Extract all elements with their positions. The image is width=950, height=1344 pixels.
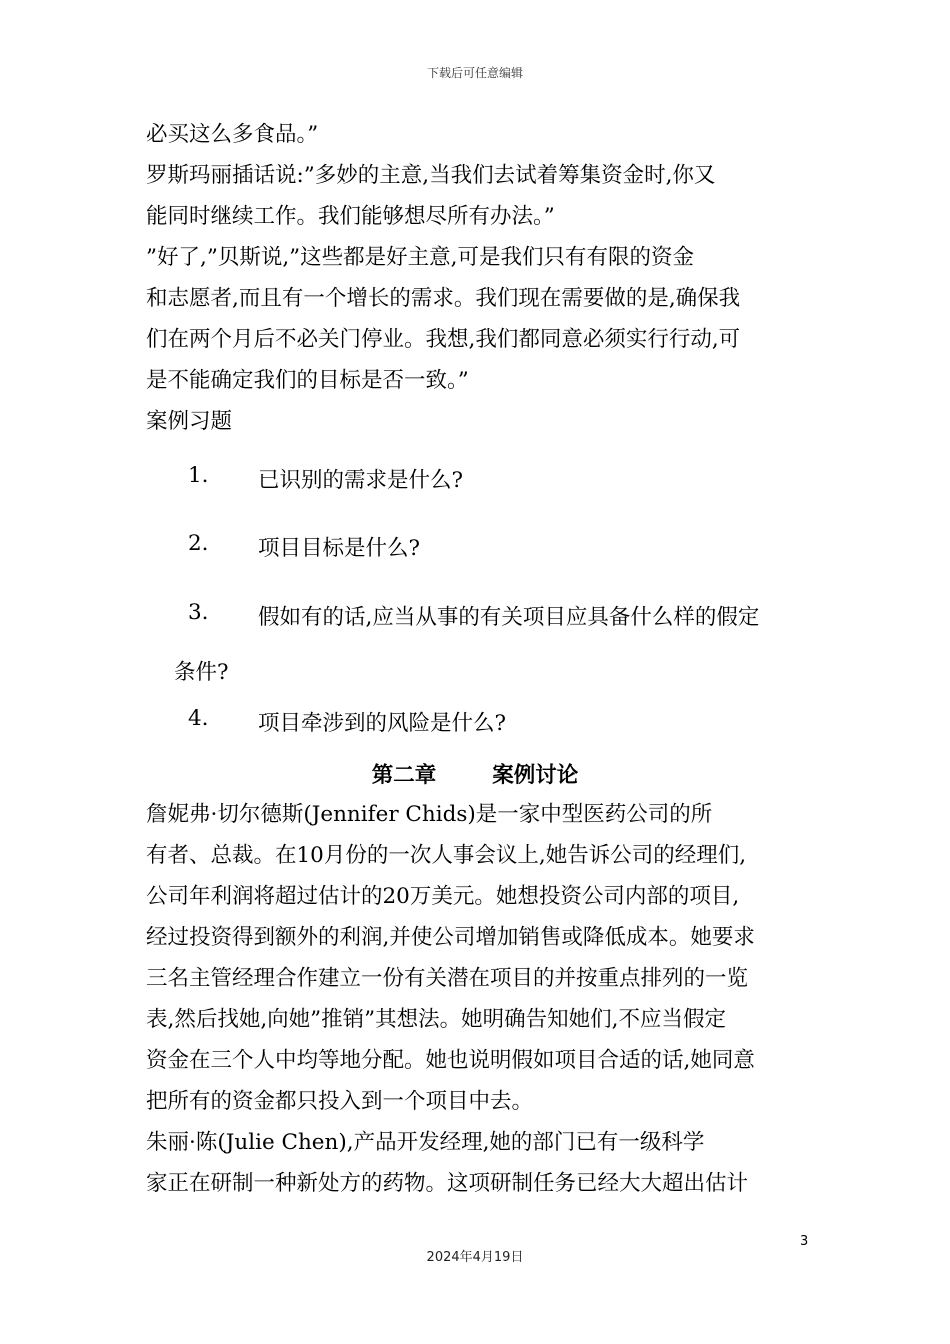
paragraph-line: 公司年利润将超过估计的20万美元。她想投资公司内部的项目, <box>146 884 740 909</box>
exercise-heading: 案例习题 <box>146 409 233 434</box>
question-text: 项目目标是什么? <box>258 536 421 561</box>
paragraph-line: 家正在研制一种新处方的药物。这项研制任务已经大大超出估计 <box>146 1171 749 1196</box>
chapter-heading <box>0 758 950 789</box>
question-text: 假如有的话,应当从事的有关项目应具备什么样的假定 <box>258 605 760 630</box>
question-number: 3. <box>188 600 209 625</box>
paragraph-line: 罗斯玛丽插话说:”多妙的主意,当我们去试着筹集资金时,你又 <box>146 163 716 188</box>
question-text-continued: 条件? <box>174 660 229 685</box>
question-text: 已识别的需求是什么? <box>258 468 464 493</box>
question-text: 项目牵涉到的风险是什么? <box>258 711 507 736</box>
paragraph-line: 是不能确定我们的目标是否一致。” <box>146 368 469 393</box>
paragraph-line: 和志愿者,而且有一个增长的需求。我们现在需要做的是,确保我 <box>146 286 741 311</box>
question-number: 4. <box>188 706 209 731</box>
chapter-number: 第二章 <box>371 763 437 788</box>
paragraph-line: 经过投资得到额外的利润,并使公司增加销售或降低成本。她要求 <box>146 925 755 950</box>
paragraph-line: 三名主管经理合作建立一份有关潜在项目的并按重点排列的一览 <box>146 966 749 991</box>
paragraph-line: 把所有的资金都只投入到一个项目中去。 <box>146 1089 534 1114</box>
paragraph-line: 资金在三个人中均等地分配。她也说明假如项目合适的话,她同意 <box>146 1048 755 1073</box>
paragraph-line: 必买这么多食品。” <box>146 122 319 147</box>
page-header: 下载后可任意编辑 <box>426 66 523 80</box>
paragraph-line: ”好了,”贝斯说,”这些都是好主意,可是我们只有有限的资金 <box>146 245 694 270</box>
question-number: 2. <box>188 531 209 556</box>
paragraph-line: 有者、总裁。在10月份的一次人事会议上,她告诉公司的经理们, <box>146 843 747 868</box>
chapter-title: 案例讨论 <box>492 763 579 788</box>
page-footer-date: 2024年4月19日 <box>426 1250 524 1265</box>
page-number: 3 <box>800 1234 809 1249</box>
paragraph-line: 能同时继续工作。我们能够想尽所有办法。” <box>146 204 555 229</box>
paragraph-line: 詹妮弗·切尔德斯(Jennifer Chids)是一家中型医药公司的所 <box>146 802 713 827</box>
paragraph-line: 们在两个月后不必关门停业。我想,我们都同意必须实行行动,可 <box>146 327 741 352</box>
question-number: 1. <box>188 463 209 488</box>
paragraph-line: 朱丽·陈(Julie Chen),产品开发经理,她的部门已有一级科学 <box>146 1130 705 1155</box>
paragraph-line: 表,然后找她,向她”推销”其想法。她明确告知她们,不应当假定 <box>146 1007 726 1032</box>
